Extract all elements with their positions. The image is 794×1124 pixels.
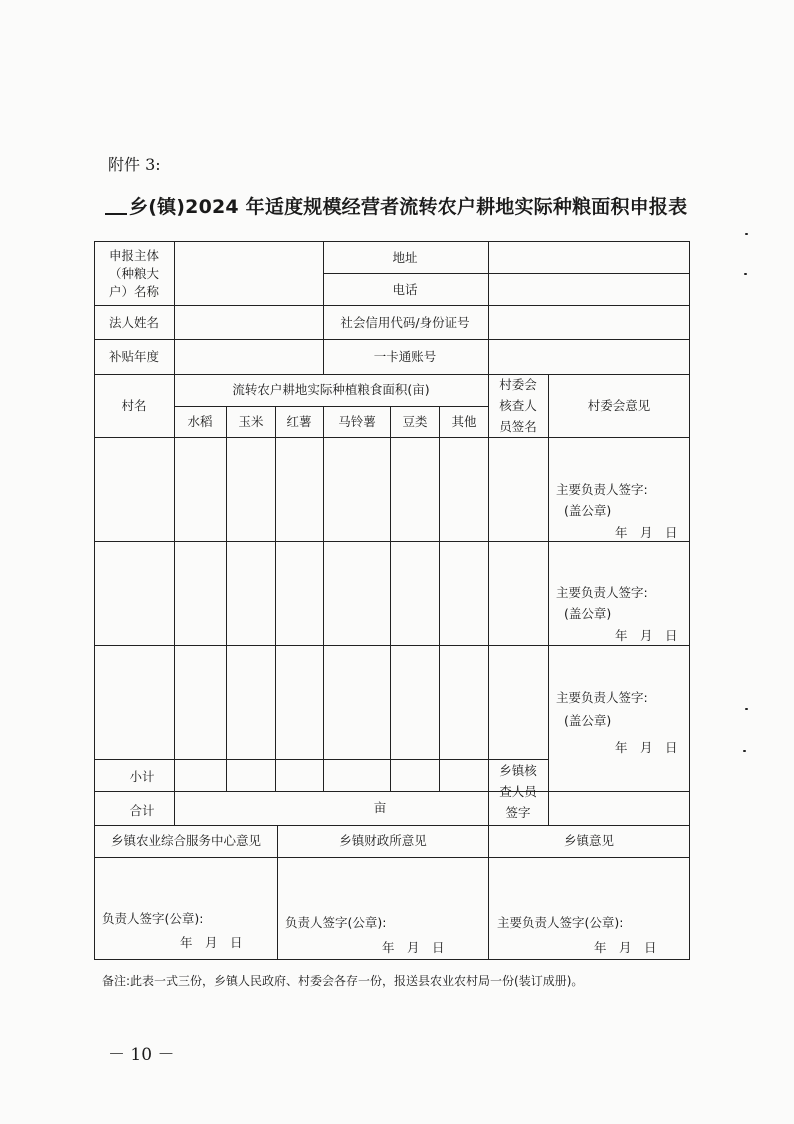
village-name-label: 村名 xyxy=(121,397,147,413)
agri-center-opinion-heading: 乡镇农业综合服务中心意见 xyxy=(110,832,262,848)
attachment-label: 附件 3: xyxy=(108,155,161,174)
town-checker-label-line1: 乡镇核 xyxy=(499,762,537,778)
crop-corn-label: 玉米 xyxy=(238,413,264,429)
application-form-table xyxy=(94,241,690,961)
finance-office-sign-label: 负责人签字(公章): xyxy=(285,915,387,930)
row2-date-label: 年 月 日 xyxy=(615,628,678,643)
village-opinion-label: 村委会意见 xyxy=(587,397,651,413)
town-date-label: 年 月 日 xyxy=(594,940,657,955)
footnote: 备注:此表一式三份，乡镇人民政府、村委会各存一份，报送县农业农村局一份(装订成册)。 xyxy=(102,974,584,988)
credit-code-label: 社会信用代码/身份证号 xyxy=(340,314,470,330)
area-header: 流转农户耕地实际种植粮食面积(亩) xyxy=(232,381,430,397)
legal-person-label: 法人姓名 xyxy=(108,314,160,330)
subtotal-label: 小计 xyxy=(129,768,155,784)
finance-office-opinion-heading: 乡镇财政所意见 xyxy=(339,832,427,848)
row1-date-label: 年 月 日 xyxy=(615,525,678,540)
page-number: － 10 － xyxy=(108,1045,175,1065)
town-checker-label-line2: 查人员 xyxy=(499,783,537,799)
scan-speck xyxy=(743,750,746,752)
town-checker-label-line3: 签字 xyxy=(505,804,531,820)
crop-sweet-potato-label: 红薯 xyxy=(286,413,312,429)
phone-label: 电话 xyxy=(392,281,418,297)
town-sign-label: 主要负责人签字(公章): xyxy=(497,915,624,930)
scan-speck xyxy=(745,708,748,710)
bank-card-label: 一卡通账号 xyxy=(373,348,437,364)
total-label: 合计 xyxy=(129,802,155,818)
crop-other-label: 其他 xyxy=(451,413,477,429)
scan-speck xyxy=(745,233,748,235)
row2-sign-label: 主要负责人签字: xyxy=(556,585,648,600)
address-label: 地址 xyxy=(392,249,418,265)
finance-office-date-label: 年 月 日 xyxy=(382,940,445,955)
form-title xyxy=(105,192,687,219)
agri-center-date-label: 年 月 日 xyxy=(180,935,243,950)
crop-rice-label: 水稻 xyxy=(187,413,213,429)
row2-seal-label: (盖公章) xyxy=(564,606,612,621)
applicant-name-label-line3: 户）名称 xyxy=(108,283,160,299)
village-checker-label-line1: 村委会 xyxy=(499,376,537,392)
subsidy-year-label: 补贴年度 xyxy=(108,348,160,364)
applicant-name-label-line1: 申报主体 xyxy=(108,247,160,263)
village-checker-label-line3: 员签名 xyxy=(499,418,537,434)
row3-date-label: 年 月 日 xyxy=(615,740,678,755)
town-opinion-heading: 乡镇意见 xyxy=(563,832,615,848)
row3-seal-label: (盖公章) xyxy=(564,713,612,728)
applicant-name-label-line2: （种粮大 xyxy=(108,265,160,281)
title-text: 乡(镇)2024 年适度规模经营者流转农户耕地实际种粮面积申报表 xyxy=(129,196,688,218)
crop-potato-label: 马铃薯 xyxy=(338,413,376,429)
village-checker-label-line2: 核查人 xyxy=(499,397,537,413)
crop-beans-label: 豆类 xyxy=(402,413,428,429)
row1-sign-label: 主要负责人签字: xyxy=(556,482,648,497)
row1-seal-label: (盖公章) xyxy=(564,503,612,518)
agri-center-sign-label: 负责人签字(公章): xyxy=(102,911,204,926)
title-blank-line xyxy=(105,213,127,215)
scan-speck xyxy=(744,273,747,275)
row3-sign-label: 主要负责人签字: xyxy=(556,690,648,705)
mu-unit-label: 亩 xyxy=(373,799,387,815)
